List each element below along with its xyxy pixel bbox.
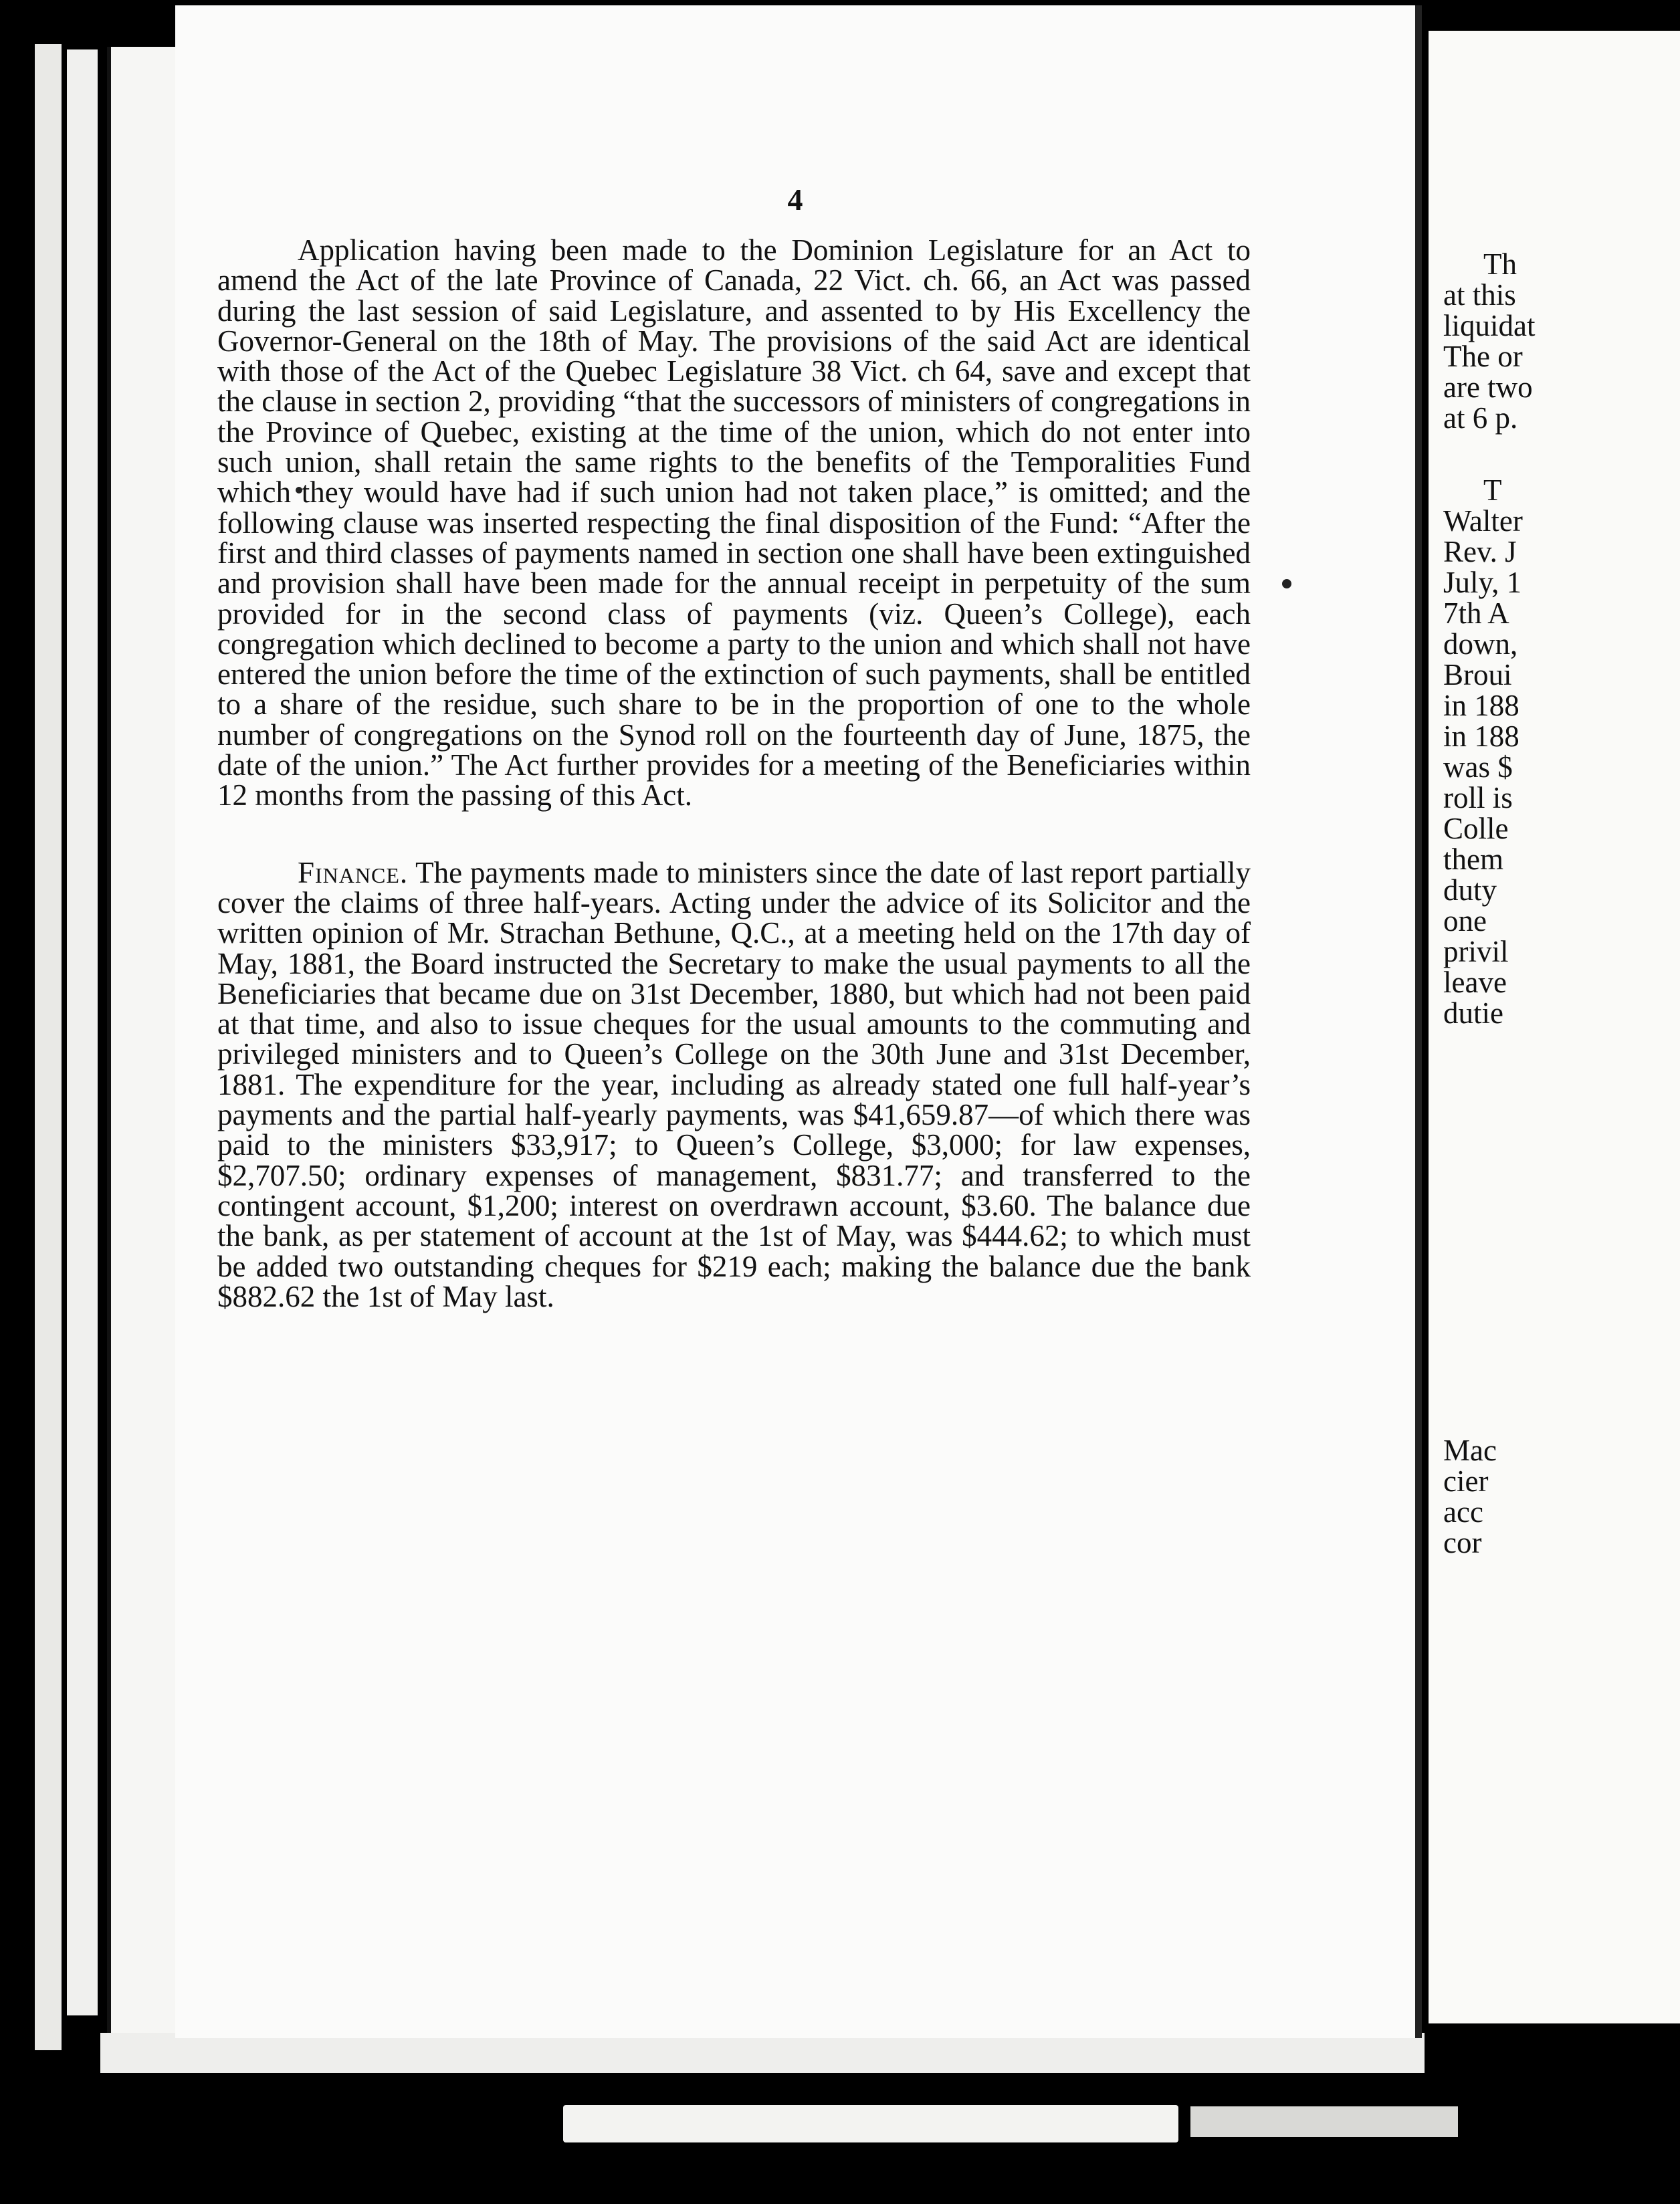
facing-line: cor <box>1443 1526 1482 1559</box>
facing-line: roll is <box>1443 781 1513 814</box>
facing-line: The or <box>1443 340 1523 373</box>
page-edge <box>35 44 62 2050</box>
facing-line: Rev. J <box>1443 535 1517 568</box>
facing-line: down, <box>1443 627 1518 661</box>
facing-line: dutie <box>1443 996 1503 1030</box>
facing-line: July, 1 <box>1443 566 1522 599</box>
facing-page <box>1429 31 1680 2023</box>
facing-line: liquidat <box>1443 309 1536 342</box>
facing-line: one <box>1443 904 1487 938</box>
facing-line: Th <box>1483 247 1517 281</box>
facing-line: was $ <box>1443 750 1513 784</box>
facing-line: at 6 p. <box>1443 401 1518 435</box>
page-edge <box>67 49 98 2015</box>
facing-line: 7th A <box>1443 596 1509 630</box>
paragraph-text: The payments made to ministers since the date of last report partially cover the claims of three half-years. Acting under the advice of its Solicitor and the written opinion of Mr. Strachan Bethune, Q.C., at a meeting held on the 17th day of May, 1881, the Board instructed the Secretary to make the usual payments to all the Beneficiaries that became due on 31st December, 1880, but which had not been paid at that time, and also to issue cheques for the usual amounts to the commuting and privileged ministers and to Queen’s College on the 30th June and 31st December, 1881. The expenditure for the year, including as already stated one full half-year’s payments and the partial half-yearly payments, was $41,659.87—of which there was paid to the ministers $33,917; to Queen’s College, $3,000; for law expenses, $2,707.50; ordinary expenses of management, $831.77; and transferred to the contingent account, $1,200; interest on overdrawn account, $3.60. The balance due the bank, as per statement of account at the 1st of May, was $444.62; to which must be added two outstanding cheques for $219 each; making the balance due the bank $882.62 the 1st of May last. <box>217 855 1251 1313</box>
paragraph-text: Application having been made to the Dominion Legislature for an Act to amend the Act of the late Province of Canada, 22 Vict. ch. 66, an Act was passed during the last session of said Legislature, and assented to by His Excellency the Governor-General on the 18th of May. The provisions of the said Act are identical with those of the Act of the Quebec Legislature 38 Vict. ch 64, save and except that the clause in section 2, providing “that the successors of ministers of congregations in the Province of Quebec, existing at the time of the union, which do not enter into such union, shall retain the same rights to the benefits of the Temporalities Fund which they would have had if such union had not taken place,” is omitted; and the following clause was inserted respecting the final disposition of the Fund: “After the first and third classes of payments named in section one shall have been extinguished and provision shall have been made for the annual receipt in perpetuity of the sum provided for in the second class of payments (viz. Queen’s College), each congregation which declined to become a party to the union and which shall not have entered the union before the time of the extinction of such payments, shall be entitled to a share of the residue, such share to be in the proportion of one to the whole number of congregations on the Synod roll on the fourteenth day of June, 1875, the date of the union.” The Act further provides for a meeting of the Beneficiaries within 12 months from the passing of this Act. <box>217 233 1251 812</box>
binding-strip <box>1190 2106 1458 2137</box>
facing-line: at this <box>1443 278 1516 312</box>
facing-line: are two <box>1443 370 1533 404</box>
page-edge-bottom <box>100 2033 1425 2073</box>
facing-line: them <box>1443 843 1503 876</box>
facing-line: in 188 <box>1443 689 1519 722</box>
facing-line: duty <box>1443 873 1497 907</box>
page-edge <box>107 47 185 2046</box>
page-number: 4 <box>787 183 803 217</box>
paragraph-finance <box>217 855 1251 1313</box>
speck <box>1282 579 1291 588</box>
facing-line: Colle <box>1443 812 1509 845</box>
facing-line: acc <box>1443 1495 1483 1529</box>
facing-line: Mac <box>1443 1434 1497 1467</box>
facing-page-block <box>1443 475 1680 1028</box>
facing-line: Broui <box>1443 658 1512 691</box>
facing-line: Walter <box>1443 504 1523 538</box>
facing-page-block <box>1443 249 1680 433</box>
facing-line: T <box>1483 473 1502 507</box>
body-text <box>217 235 1251 1359</box>
facing-line: in 188 <box>1443 720 1519 753</box>
facing-line: privil <box>1443 935 1509 968</box>
binding-strip <box>563 2105 1178 2142</box>
paragraph-legislation <box>217 235 1251 811</box>
facing-line: leave <box>1443 966 1507 999</box>
finance-heading: Finance. <box>298 855 409 889</box>
facing-line: cier <box>1443 1464 1489 1498</box>
facing-page-block <box>1443 1435 1680 1558</box>
